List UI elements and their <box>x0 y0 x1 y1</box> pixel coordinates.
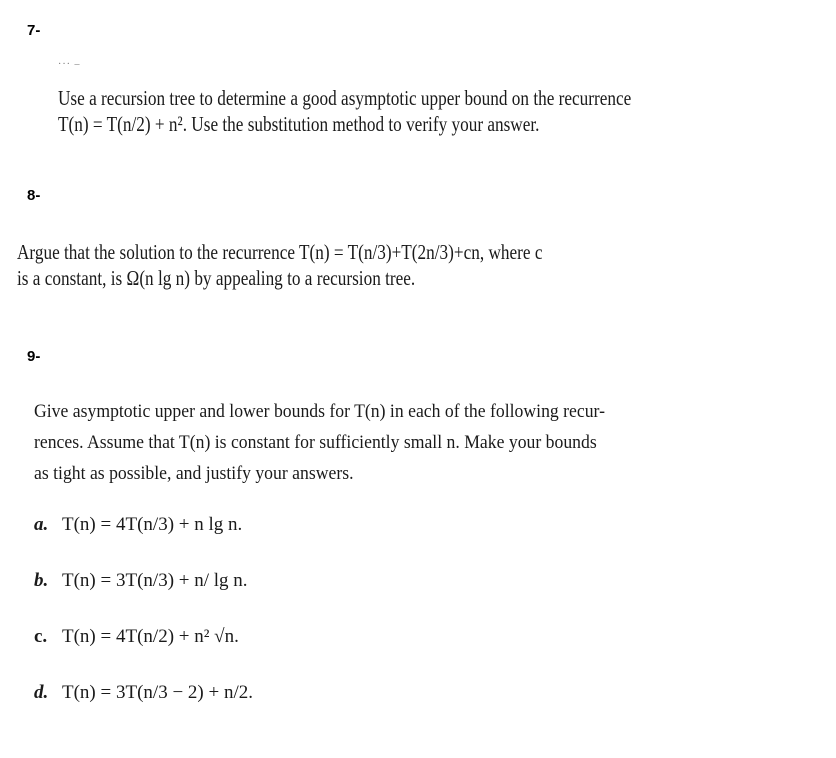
item-d-formula: T(n) = 3T(n/3 − 2) + n/2. <box>62 682 253 703</box>
question-9-text <box>34 396 605 489</box>
item-a-label: a. <box>34 514 49 535</box>
question-8-text <box>17 239 542 291</box>
question-7-line-2: T(n) = T(n/2) + n². Use the substitution method to verify your answer. <box>58 112 540 136</box>
question-9-item-a <box>34 513 242 537</box>
question-7-number: 7- <box>27 22 41 39</box>
item-c-formula: T(n) = 4T(n/2) + n² √n. <box>62 626 239 647</box>
question-9-number: 9- <box>27 348 41 365</box>
question-8-line-1: Argue that the solution to the recurrence T(n) = T(n/3)+T(2n/3)+cn, where c <box>17 240 543 264</box>
item-a-formula: T(n) = 4T(n/3) + n lg n. <box>62 514 243 535</box>
question-9-item-c <box>34 625 239 649</box>
question-7-text <box>58 85 631 137</box>
question-8-line-2: is a constant, is Ω(n lg n) by appealing to a recursion tree. <box>17 266 416 290</box>
item-c-label: c. <box>34 626 48 647</box>
faint-mark: ··· – <box>58 59 81 70</box>
question-9-line-2: rences. Assume that T(n) is constant for sufficiently small n. Make your bounds <box>34 432 597 453</box>
question-7-line-1: Use a recursion tree to determine a good asymptotic upper bound on the recurrence <box>58 86 632 110</box>
question-9-line-1: Give asymptotic upper and lower bounds for T(n) in each of the following recur- <box>34 401 605 422</box>
question-8-number: 8- <box>27 187 41 204</box>
question-9-item-b <box>34 569 248 593</box>
item-d-label: d. <box>34 682 49 703</box>
item-b-label: b. <box>34 570 49 591</box>
question-9-item-d <box>34 681 253 705</box>
question-9-line-3: as tight as possible, and justify your answers. <box>34 463 354 484</box>
item-b-formula: T(n) = 3T(n/3) + n/ lg n. <box>62 570 248 591</box>
